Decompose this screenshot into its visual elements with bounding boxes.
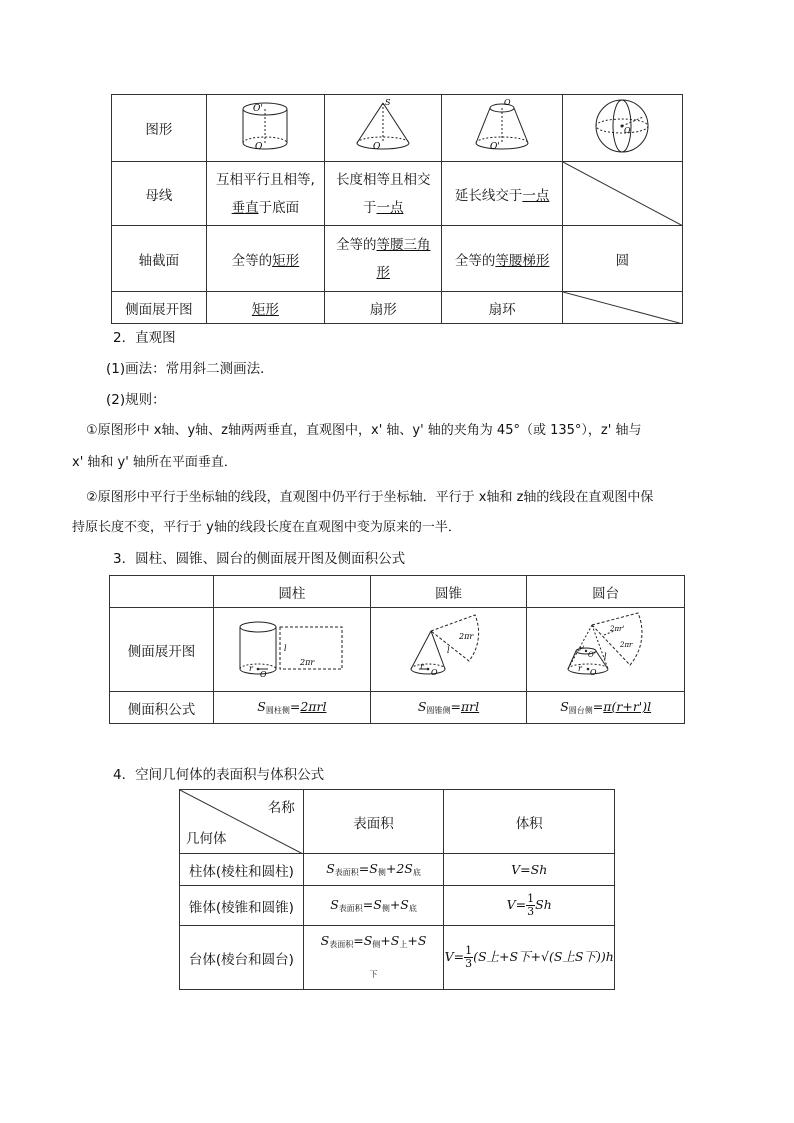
fraction-den: 3 <box>527 905 535 918</box>
corner-header <box>180 790 304 854</box>
formula-sub: 表面积 <box>334 868 359 877</box>
svg-text:2πr: 2πr <box>619 640 633 649</box>
sphere-figure <box>562 95 682 162</box>
row-label-development: 侧面展开图 <box>110 608 214 692</box>
cone-generatrix-line1: 长度相等且相交 <box>335 171 431 188</box>
corner-bottom-label: 几何体 <box>186 831 227 847</box>
svg-text:O: O <box>589 667 597 677</box>
formula-part: +S <box>407 932 427 948</box>
cone-axial-section <box>325 226 442 292</box>
cylinder-development: 矩形 <box>251 301 279 318</box>
formula-s: S <box>257 699 266 714</box>
svg-text:O': O' <box>490 142 500 152</box>
formula-s: S <box>417 699 427 714</box>
cone-generatrix <box>325 162 442 226</box>
frustum-surface-formula <box>303 926 444 990</box>
fraction <box>464 945 473 970</box>
formula-sub: 圆锥侧 <box>426 706 451 715</box>
frustum-development-icon <box>546 611 666 685</box>
cylinder-development-figure <box>214 608 371 692</box>
cone-icon <box>343 97 423 155</box>
svg-text:r: r <box>577 663 582 673</box>
row-label-pyramid: 锥体(棱锥和圆锥) <box>180 886 304 926</box>
formula-sub: 表面积 <box>338 904 363 913</box>
formula-s: S <box>326 861 335 876</box>
cylinder-icon <box>225 97 305 155</box>
formula-sub: 上 <box>399 939 408 949</box>
cone-development: 扇形 <box>325 292 442 324</box>
pyramid-surface-formula <box>303 886 444 926</box>
cone-axial-u1: 等腰三角 <box>376 236 431 253</box>
section4-heading: 4．空间几何体的表面积与体积公式 <box>113 767 325 783</box>
row-label-shape: 图形 <box>112 95 207 162</box>
svg-text:O: O <box>504 98 511 107</box>
cone-lateral-formula <box>370 692 527 724</box>
formula-part: +2S <box>385 861 413 876</box>
cylinder-development-icon <box>232 613 352 683</box>
svg-text:r: r <box>419 661 424 671</box>
formula-sub: 侧 <box>372 939 381 949</box>
formula-sub: 下 <box>369 969 378 979</box>
section2-item1: (1)画法：常用斜二测画法． <box>106 361 274 377</box>
cone-figure <box>325 95 442 162</box>
svg-text:O: O <box>624 126 631 135</box>
frustum-axial-u: 等腰梯形 <box>495 252 550 269</box>
formula-eq: = <box>450 699 461 714</box>
formula-value: πrl <box>460 699 480 714</box>
area-volume-table <box>179 789 615 990</box>
frustum-axial-section <box>442 226 562 292</box>
section2-heading: 2．直观图 <box>113 330 176 346</box>
sphere-icon <box>587 95 657 157</box>
svg-text:l: l <box>603 651 607 661</box>
formula-sub: 圆台侧 <box>568 706 593 715</box>
row-label-axial-section: 轴截面 <box>112 226 207 292</box>
header-cone: 圆锥 <box>370 576 527 608</box>
header-frustum: 圆台 <box>527 576 685 608</box>
formula-value: 2πrl <box>300 699 327 714</box>
formula-part: =S <box>353 932 373 948</box>
row-label-generatrix: 母线 <box>112 162 207 226</box>
cylinder-generatrix-u: 垂直 <box>231 199 259 216</box>
frustum-volume-formula <box>444 926 615 990</box>
frustum-icon <box>462 97 542 155</box>
section3-heading: 3．圆柱、圆锥、圆台的侧面展开图及侧面积公式 <box>113 551 406 567</box>
formula-part: (S上+S下+√(S上S下))h <box>473 949 614 964</box>
solids-property-table <box>111 94 683 324</box>
sphere-development-empty <box>562 292 682 324</box>
row-label-frustum: 台体(棱台和圆台) <box>180 926 304 990</box>
cylinder-axial-section <box>206 226 324 292</box>
frustum-generatrix-pre: 延长线交于 <box>454 187 523 204</box>
frustum-development: 扇环 <box>442 292 562 324</box>
cylinder-axial-pre: 全等的 <box>231 252 273 269</box>
formula-sub: 侧 <box>381 904 390 913</box>
svg-text:l: l <box>283 643 287 653</box>
cone-axial-pre: 全等的 <box>335 236 377 253</box>
sphere-axial-section: 圆 <box>562 226 682 292</box>
cylinder-generatrix-rest: 于底面 <box>258 199 300 216</box>
frustum-development-figure <box>527 608 685 692</box>
frustum-lateral-formula <box>527 692 685 724</box>
cone-axial-u2: 形 <box>376 264 390 281</box>
rule1-line2: x' 轴和 y' 轴所在平面垂直． <box>72 455 237 470</box>
diagonal-line <box>563 162 683 226</box>
formula-part: +S <box>389 897 409 912</box>
fraction-num: 1 <box>465 944 473 957</box>
cone-generatrix-u: 一点 <box>376 199 404 216</box>
fraction-num: 1 <box>527 892 535 905</box>
corner-empty <box>110 576 214 608</box>
corner-top-label: 名称 <box>267 800 295 816</box>
prism-surface-formula <box>303 854 444 886</box>
fraction <box>526 893 535 918</box>
svg-text:O': O' <box>587 650 596 659</box>
formula-value: π(r+r')l <box>603 699 652 714</box>
svg-text:l: l <box>446 645 450 655</box>
svg-text:r: r <box>248 663 253 673</box>
frustum-figure <box>442 95 562 162</box>
cylinder-lateral-formula <box>214 692 371 724</box>
cylinder-generatrix <box>206 162 324 226</box>
formula-s: S <box>330 897 339 912</box>
fraction-den: 3 <box>465 957 473 970</box>
formula-s: S <box>560 699 569 714</box>
cylinder-figure <box>206 95 324 162</box>
formula-sub: 表面积 <box>329 939 354 949</box>
rule2-line2: 持原长度不变，平行于 y轴的线段长度在直观图中变为原来的一半． <box>72 520 461 535</box>
svg-text:2πr': 2πr' <box>609 624 624 633</box>
svg-text:r': r' <box>578 644 584 653</box>
formula-eq: = <box>592 699 604 714</box>
formula-sub: 底 <box>412 868 421 877</box>
svg-text:2πr: 2πr <box>458 631 473 641</box>
svg-text:O: O <box>259 669 267 679</box>
svg-text:2πr: 2πr <box>299 657 315 667</box>
svg-text:O: O <box>373 142 381 152</box>
diagonal-line <box>563 292 683 324</box>
svg-text:O: O <box>430 667 438 677</box>
rule2-line1: ②原图形中平行于坐标轴的线段，直观图中仍平行于坐标轴．平行于 x轴和 z轴的线段在直观图中保 <box>86 490 654 505</box>
cone-generatrix-pre: 于 <box>362 199 377 216</box>
formula-part: +S <box>380 932 400 948</box>
prism-volume-formula: V=Sh <box>444 854 615 886</box>
svg-text:O': O' <box>253 104 264 114</box>
cylinder-axial-u: 矩形 <box>272 252 300 269</box>
formula-s: S <box>320 932 330 948</box>
formula-sub: 底 <box>408 904 417 913</box>
header-volume: 体积 <box>444 790 615 854</box>
formula-part: =S <box>358 861 378 876</box>
cone-development-icon <box>389 611 509 685</box>
frustum-axial-pre: 全等的 <box>454 252 496 269</box>
lateral-area-table <box>109 575 685 724</box>
header-cylinder: 圆柱 <box>214 576 371 608</box>
pyramid-volume-formula <box>444 886 615 926</box>
formula-sub: 圆柱侧 <box>265 706 290 715</box>
cylinder-generatrix-line1: 互相平行且相等, <box>215 171 315 188</box>
formula-part: Sh <box>535 897 552 912</box>
row-label-lateral-development: 侧面展开图 <box>112 292 207 324</box>
rule1-line1: ①原图形中 x轴、y轴、z轴两两垂直，直观图中，x' 轴、y' 轴的夹角为 45°（或 135°），z' 轴与 <box>86 423 642 438</box>
formula-part: V= <box>444 949 465 964</box>
cone-development-figure <box>370 608 527 692</box>
formula-eq: = <box>289 699 301 714</box>
frustum-generatrix-u: 一点 <box>522 187 550 204</box>
section2-item2: (2)规则： <box>106 392 166 408</box>
row-label-lateral-area: 侧面积公式 <box>110 692 214 724</box>
row-label-prism: 柱体(棱柱和圆柱) <box>180 854 304 886</box>
svg-text:O: O <box>255 142 263 152</box>
formula-part: =S <box>362 897 382 912</box>
formula-part: V= <box>506 897 527 912</box>
svg-text:S: S <box>385 98 391 107</box>
formula-sub: 侧 <box>377 868 386 877</box>
sphere-generatrix-empty <box>562 162 682 226</box>
frustum-generatrix <box>442 162 562 226</box>
header-surface-area: 表面积 <box>303 790 444 854</box>
